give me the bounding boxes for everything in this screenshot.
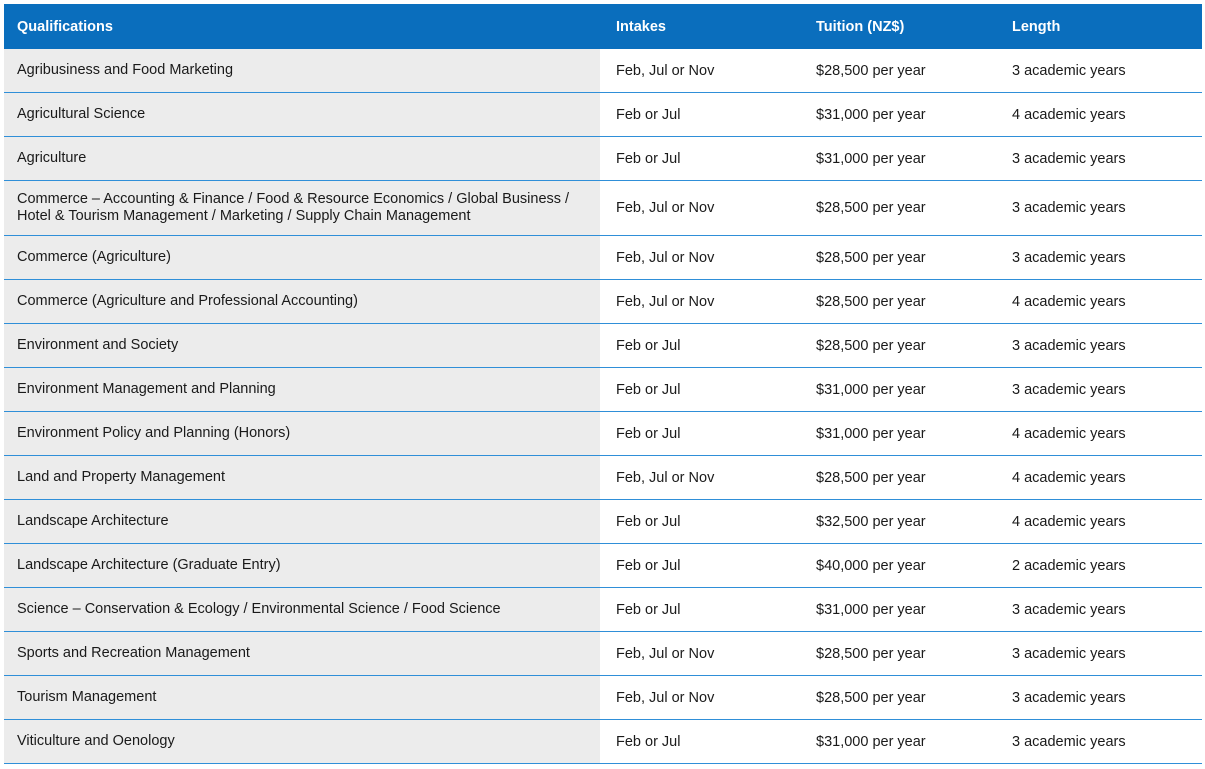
length-cell: 3 academic years xyxy=(1012,62,1126,79)
intakes-cell: Feb, Jul or Nov xyxy=(616,249,715,266)
intakes-cell: Feb or Jul xyxy=(616,150,681,167)
header-length: Length xyxy=(1012,18,1061,35)
tuition-cell: $28,500 per year xyxy=(816,249,926,266)
intakes-cell: Feb or Jul xyxy=(616,381,681,398)
table-row xyxy=(4,137,1202,181)
intakes-cell: Feb or Jul xyxy=(616,106,681,123)
qualification-text: Environment Policy and Planning (Honors) xyxy=(17,425,291,441)
header-qualifications xyxy=(4,4,600,49)
qualification-text: Agribusiness and Food Marketing xyxy=(17,62,234,78)
tuition-cell: $31,000 per year xyxy=(816,381,926,398)
table-row xyxy=(4,676,1202,720)
length-cell: 3 academic years xyxy=(1012,733,1126,750)
table-row xyxy=(4,236,1202,280)
qualification-cell xyxy=(4,456,600,499)
table-row xyxy=(4,181,1202,236)
qualification-cell xyxy=(4,500,600,543)
qualification-cell xyxy=(4,676,600,719)
intakes-cell: Feb or Jul xyxy=(616,733,681,750)
tuition-cell: $28,500 per year xyxy=(816,689,926,706)
length-cell: 3 academic years xyxy=(1012,150,1126,167)
qualification-text: Agricultural Science xyxy=(17,106,146,122)
tuition-cell: $28,500 per year xyxy=(816,293,926,310)
tuition-cell: $28,500 per year xyxy=(816,62,926,79)
qualification-text: Agriculture xyxy=(17,150,87,166)
intakes-cell: Feb, Jul or Nov xyxy=(616,200,715,216)
qualification-text: Sports and Recreation Management xyxy=(17,645,250,661)
table-header xyxy=(4,4,1202,49)
tuition-cell: $28,500 per year xyxy=(816,469,926,486)
length-cell: 3 academic years xyxy=(1012,689,1126,706)
table-row xyxy=(4,412,1202,456)
qualification-cell xyxy=(4,412,600,455)
tuition-cell: $31,000 per year xyxy=(816,601,926,618)
qualification-cell xyxy=(4,324,600,367)
table-row xyxy=(4,588,1202,632)
table-row xyxy=(4,324,1202,368)
length-cell: 4 academic years xyxy=(1012,293,1126,310)
table-row xyxy=(4,632,1202,676)
length-cell: 2 academic years xyxy=(1012,557,1126,574)
qualification-text: Tourism Management xyxy=(17,689,157,705)
qualification-cell xyxy=(4,632,600,675)
intakes-cell: Feb, Jul or Nov xyxy=(616,645,715,662)
intakes-cell: Feb, Jul or Nov xyxy=(616,62,715,79)
qualification-cell xyxy=(4,137,600,180)
table-row xyxy=(4,368,1202,412)
length-cell: 4 academic years xyxy=(1012,425,1126,442)
qualification-cell xyxy=(4,181,600,235)
tuition-cell: $31,000 per year xyxy=(816,106,926,123)
table-row xyxy=(4,720,1202,764)
length-cell: 4 academic years xyxy=(1012,513,1126,530)
table-row xyxy=(4,49,1202,93)
qualification-text: Environment and Society xyxy=(17,337,179,353)
qualification-cell xyxy=(4,236,600,279)
length-cell: 3 academic years xyxy=(1012,249,1126,266)
tuition-cell: $28,500 per year xyxy=(816,337,926,354)
qualification-text: Viticulture and Oenology xyxy=(17,733,175,749)
qualification-text: Landscape Architecture xyxy=(17,513,169,529)
tuition-cell: $40,000 per year xyxy=(816,557,926,574)
length-cell: 3 academic years xyxy=(1012,381,1126,398)
qualification-text: Land and Property Management xyxy=(17,469,225,485)
intakes-cell: Feb, Jul or Nov xyxy=(616,689,715,706)
qualification-text: Landscape Architecture (Graduate Entry) xyxy=(17,557,281,573)
intakes-cell: Feb, Jul or Nov xyxy=(616,469,715,486)
tuition-cell: $31,000 per year xyxy=(816,425,926,442)
qualification-text: Environment Management and Planning xyxy=(17,381,276,397)
tuition-cell: $28,500 per year xyxy=(816,200,926,216)
intakes-cell: Feb, Jul or Nov xyxy=(616,293,715,310)
qualification-cell xyxy=(4,720,600,763)
length-cell: 3 academic years xyxy=(1012,601,1126,618)
table-row xyxy=(4,93,1202,137)
qualifications-table xyxy=(4,4,1202,764)
qualification-cell xyxy=(4,544,600,587)
qualification-text: Commerce (Agriculture and Professional Accounting) xyxy=(17,293,358,309)
table-row xyxy=(4,456,1202,500)
table-row xyxy=(4,500,1202,544)
qualification-cell xyxy=(4,49,600,92)
table-row xyxy=(4,544,1202,588)
length-cell: 3 academic years xyxy=(1012,645,1126,662)
intakes-cell: Feb or Jul xyxy=(616,425,681,442)
length-cell: 4 academic years xyxy=(1012,469,1126,486)
tuition-cell: $32,500 per year xyxy=(816,513,926,530)
tuition-cell: $31,000 per year xyxy=(816,733,926,750)
qualification-cell xyxy=(4,93,600,136)
length-cell: 3 academic years xyxy=(1012,200,1126,216)
intakes-cell: Feb or Jul xyxy=(616,601,681,618)
intakes-cell: Feb or Jul xyxy=(616,337,681,354)
length-cell: 4 academic years xyxy=(1012,106,1126,123)
qualification-cell xyxy=(4,368,600,411)
tuition-cell: $31,000 per year xyxy=(816,150,926,167)
intakes-cell: Feb or Jul xyxy=(616,557,681,574)
header-tuition: Tuition (NZ$) xyxy=(816,18,905,35)
intakes-cell: Feb or Jul xyxy=(616,513,681,530)
qualification-cell xyxy=(4,280,600,323)
qualification-text: Commerce (Agriculture) xyxy=(17,249,171,265)
table-row xyxy=(4,280,1202,324)
qualification-text: Commerce – Accounting & Finance / Food & Resource Economics / Global Business / Hotel & Tourism Management / Marketing / Supply Chain Management xyxy=(17,191,570,224)
length-cell: 3 academic years xyxy=(1012,337,1126,354)
header-qualifications-label: Qualifications xyxy=(17,18,113,35)
qualification-cell xyxy=(4,588,600,631)
header-intakes: Intakes xyxy=(616,18,666,35)
tuition-cell: $28,500 per year xyxy=(816,645,926,662)
qualification-text: Science – Conservation & Ecology / Environmental Science / Food Science xyxy=(17,601,501,617)
